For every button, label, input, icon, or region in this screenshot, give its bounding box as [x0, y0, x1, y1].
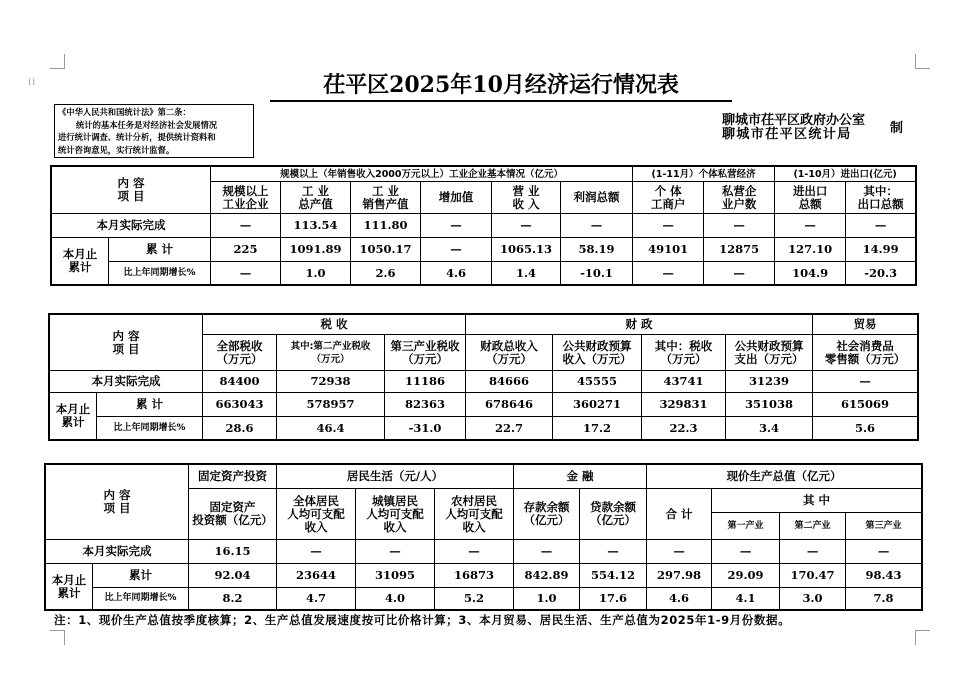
value-cell: 1.0 [514, 588, 580, 610]
column-header-line: 零售额（万元） [824, 351, 906, 366]
column-header [211, 182, 281, 214]
cumulative-row [46, 564, 922, 588]
column-header-line: 农村居民 [451, 493, 498, 508]
group-header-trade: (1-10月）进出口(亿元) [775, 167, 916, 182]
column-header-line: 其中： [863, 183, 898, 198]
value-cell: 46.4 [277, 417, 385, 440]
row-label-cumulative: 累 计 [97, 393, 203, 417]
value-cell: 31095 [356, 564, 435, 588]
investment-living-gdp-table [45, 464, 922, 610]
group-header-private: (1-11月）个体私营经济 [633, 167, 775, 182]
value-cell: 4.0 [356, 588, 435, 610]
column-header-line: 营 业 [512, 183, 540, 198]
row-label-cumulative: 累计 [93, 564, 189, 588]
law-note-line: 统计咨询意见，实行统计监督。 [58, 144, 175, 155]
value-cell: 5.6 [813, 417, 918, 440]
tax-finance-table [49, 314, 918, 440]
value-cell: — [633, 262, 704, 285]
column-header-line: 公共财政预算 [734, 338, 804, 353]
value-cell: — [633, 214, 704, 238]
column-header-line: 贷款余额 [590, 500, 637, 514]
column-header [435, 489, 514, 540]
footnote: 注：1、现价生产总值按季度核算；2、生产总值发展速度按可比价格计算；3、本月贸易、居民生活、生产总值为2025年1-9月份数据。 [54, 613, 791, 627]
item-header-line-1: 内 容 [103, 488, 131, 502]
item-header-cell [46, 465, 189, 540]
value-cell: 225 [211, 238, 281, 262]
column-header [421, 182, 492, 214]
value-cell: 43741 [642, 371, 726, 393]
column-header-line: （万元） [402, 351, 449, 366]
value-cell: 23644 [277, 564, 356, 588]
value-cell: — [647, 540, 712, 564]
value-cell: 12875 [704, 238, 775, 262]
column-header-line: 人均可支配 [366, 506, 424, 521]
column-header-line: 增加值 [438, 190, 474, 204]
row-label-growth: 比上年同期增长% [109, 262, 211, 285]
value-cell: 554.12 [580, 564, 647, 588]
column-header-line: 工 业 [372, 183, 400, 198]
column-header [466, 335, 553, 371]
issuer-suffix: 制 [890, 121, 904, 136]
column-header-line: （万元） [660, 351, 707, 366]
value-cell: 4.6 [421, 262, 492, 285]
law-note-line: 进行统计调查、统计分析，提供统计资料和 [58, 132, 216, 142]
month-row [46, 540, 922, 564]
column-header-line: 销售产值 [362, 196, 409, 211]
column-header-line: （万元） [486, 351, 533, 366]
value-cell: 11186 [385, 371, 466, 393]
column-header-line: 人均可支配 [287, 506, 345, 521]
group-header-industry: 规模以上（年销售收入2000万元以上）工业企业基本情况（亿元） [211, 167, 633, 182]
column-header-line: 收入 [304, 519, 328, 534]
growth-row [52, 262, 916, 285]
group-header-investment: 固定资产投资 [189, 465, 277, 489]
value-cell: 360271 [553, 393, 642, 417]
group-header-gdp: 现价生产总值（亿元） [647, 465, 922, 489]
crop-mark-bottom-left [50, 630, 65, 645]
column-header [846, 182, 916, 214]
row-label-month: 本月实际完成 [50, 371, 203, 393]
item-header-line-1: 内 容 [117, 176, 145, 190]
column-header-line: 城镇居民 [372, 493, 419, 508]
value-cell: 2.6 [351, 262, 421, 285]
column-header [277, 335, 385, 371]
group-header-trade: 贸易 [813, 315, 918, 335]
column-header [642, 335, 726, 371]
value-cell: — [356, 540, 435, 564]
column-header [277, 489, 356, 540]
group-header-finance: 财 政 [466, 315, 813, 335]
value-cell: 28.6 [203, 417, 277, 440]
issuer-line-1: 聊城市茌平区政府办公室 [722, 113, 866, 128]
group-header-finance: 金 融 [514, 465, 647, 489]
value-cell: 72938 [277, 371, 385, 393]
column-header-line: 人均可支配 [445, 506, 503, 521]
item-header-line-2: 项 目 [103, 501, 131, 515]
item-header-cell [52, 167, 211, 214]
column-header-line: 收 入 [512, 196, 540, 211]
item-header-line-1: 内 容 [112, 328, 140, 343]
column-header [189, 489, 277, 540]
column-header-line: 业户数 [721, 196, 757, 211]
column-header-line: （万元） [311, 353, 350, 365]
value-cell: 297.98 [647, 564, 712, 588]
column-header-line: 支出（万元） [734, 351, 804, 366]
column-header [203, 335, 277, 371]
value-cell: — [211, 262, 281, 285]
value-cell: 4.6 [647, 588, 712, 610]
group-header-living: 居民生活（元/人） [277, 465, 514, 489]
row-group-cumulative [50, 393, 97, 440]
column-header-line: 财政总收入 [480, 338, 538, 353]
value-cell: 3.4 [726, 417, 813, 440]
value-cell: 98.43 [846, 564, 922, 588]
column-header-line: 总额 [798, 196, 822, 211]
value-cell: 22.3 [642, 417, 726, 440]
column-header-line: 全体居民 [293, 493, 340, 508]
group-header-tax: 税 收 [203, 315, 466, 335]
value-cell: 1.0 [281, 262, 351, 285]
row-group-line: 本月止 [51, 572, 87, 587]
value-cell: 17.6 [580, 588, 647, 610]
row-group-line: 本月止 [55, 402, 91, 416]
column-header-line: 收入 [383, 519, 407, 534]
column-header [813, 335, 918, 371]
column-header-line: 规模以上 [222, 183, 269, 198]
column-header-line: 第三产业税收 [390, 338, 460, 353]
value-cell: 29.09 [712, 564, 780, 588]
value-cell: 7.8 [846, 588, 922, 610]
row-label-month: 本月实际完成 [52, 214, 211, 238]
item-header-line-2: 项 目 [117, 189, 145, 203]
value-cell: — [704, 262, 775, 285]
column-header [351, 182, 421, 214]
column-header [704, 182, 775, 214]
value-cell: 170.47 [780, 564, 846, 588]
law-note-line: 统计的基本任务是对经济社会发展情况 [76, 119, 218, 130]
column-header-line: 合 计 [665, 506, 693, 521]
column-header-line: 公共财政预算 [562, 338, 632, 353]
column-header-line: 工商户 [650, 196, 686, 211]
value-cell: 113.54 [281, 214, 351, 238]
row-label-cumulative: 累 计 [109, 238, 211, 262]
column-header [492, 182, 561, 214]
column-header-line: 投资额（亿元） [192, 513, 273, 527]
column-header-line: 存款余额 [523, 500, 570, 514]
value-cell: 22.7 [466, 417, 553, 440]
crop-mark-bottom-right [915, 630, 930, 645]
column-header-line: 收入（万元） [562, 351, 632, 366]
value-cell: 49101 [633, 238, 704, 262]
column-header [553, 335, 642, 371]
crop-mark-top-left [50, 54, 65, 69]
value-cell: — [492, 214, 561, 238]
value-cell: 127.10 [775, 238, 846, 262]
column-header-line: 社会消费品 [836, 338, 894, 353]
column-header [385, 335, 466, 371]
value-cell: — [712, 540, 780, 564]
value-cell: — [704, 214, 775, 238]
column-header-line: 出口总额 [857, 196, 904, 211]
column-header [647, 489, 712, 540]
row-label-growth: 比上年同期增长% [97, 417, 203, 440]
column-header [726, 335, 813, 371]
value-cell: 1091.89 [281, 238, 351, 262]
column-header [514, 489, 580, 540]
column-header-line: （亿元） [590, 513, 637, 527]
value-cell: 842.89 [514, 564, 580, 588]
column-header-line: 进出口 [792, 183, 828, 198]
value-cell: 58.19 [561, 238, 633, 262]
column-header: 第二产业 [780, 513, 846, 540]
value-cell: — [780, 540, 846, 564]
value-cell: -20.3 [846, 262, 916, 285]
value-cell: — [514, 540, 580, 564]
row-group-line: 累计 [68, 260, 92, 274]
value-cell: 1065.13 [492, 238, 561, 262]
value-cell: 14.99 [846, 238, 916, 262]
row-group-line: 本月止 [62, 247, 98, 261]
value-cell: 16.15 [189, 540, 277, 564]
value-cell: 678646 [466, 393, 553, 417]
growth-row [50, 417, 918, 440]
column-header-line: 工业企业 [222, 196, 269, 211]
value-cell: 3.0 [780, 588, 846, 610]
value-cell: 4.1 [712, 588, 780, 610]
value-cell: 578957 [277, 393, 385, 417]
value-cell: 663043 [203, 393, 277, 417]
cumulative-row [50, 393, 918, 417]
value-cell: — [813, 371, 918, 393]
item-header-line-2: 项 目 [112, 341, 140, 356]
statistics-law-note [54, 104, 254, 158]
value-cell: 4.7 [277, 588, 356, 610]
value-cell: 17.2 [553, 417, 642, 440]
value-cell: — [846, 214, 916, 238]
value-cell: — [435, 540, 514, 564]
column-header-line: 工 业 [302, 183, 330, 198]
column-header [775, 182, 846, 214]
value-cell: 1050.17 [351, 238, 421, 262]
column-header-line: 总产值 [298, 196, 333, 211]
value-cell: 1.4 [492, 262, 561, 285]
value-cell: 351038 [726, 393, 813, 417]
value-cell: 45555 [553, 371, 642, 393]
column-header-line: 全部税收 [216, 338, 263, 353]
column-header [580, 489, 647, 540]
value-cell: — [421, 214, 492, 238]
value-cell: 92.04 [189, 564, 277, 588]
column-header-line: 其中:第二产业税收 [290, 340, 371, 352]
value-cell: 82363 [385, 393, 466, 417]
issuer-line-2: 聊城市茌平区统计局 [722, 127, 852, 142]
column-header-line: （万元） [216, 351, 263, 366]
row-group-cumulative [52, 238, 109, 285]
value-cell: — [775, 214, 846, 238]
cumulative-row [52, 238, 916, 262]
column-header-line: 利润总额 [573, 190, 620, 204]
column-header-line: 其中：税收 [654, 338, 713, 353]
value-cell: 111.80 [351, 214, 421, 238]
page-title: 茌平区2025年10月经济运行情况表 [270, 70, 732, 102]
column-header-line: （亿元） [523, 513, 570, 527]
value-cell: -31.0 [385, 417, 466, 440]
value-cell: 8.2 [189, 588, 277, 610]
value-cell: 5.2 [435, 588, 514, 610]
value-cell: 84666 [466, 371, 553, 393]
column-header-line: 私营企 [721, 183, 757, 198]
growth-row [46, 588, 922, 610]
column-header: 第三产业 [846, 513, 922, 540]
month-row [52, 214, 916, 238]
column-header [356, 489, 435, 540]
value-cell: — [561, 214, 633, 238]
group-header-gdp-sub: 其 中 [712, 489, 922, 513]
column-header-line: 收入 [462, 519, 486, 534]
value-cell: -10.1 [561, 262, 633, 285]
crop-mark-top-right [915, 54, 930, 69]
value-cell: 84400 [203, 371, 277, 393]
value-cell: 104.9 [775, 262, 846, 285]
value-cell: — [211, 214, 281, 238]
column-header-line: 个 体 [654, 183, 682, 198]
law-note-line: 《中华人民共和国统计法》第二条： [58, 107, 191, 117]
column-header [633, 182, 704, 214]
row-label-growth: 比上年同期增长% [93, 588, 189, 610]
value-cell: 329831 [642, 393, 726, 417]
column-header-line: 固定资产 [209, 500, 256, 514]
value-cell: 31239 [726, 371, 813, 393]
table-move-handle-icon[interactable]: ⁞⁞ [28, 77, 37, 88]
item-header-cell [50, 315, 203, 371]
column-header [561, 182, 633, 214]
column-header [281, 182, 351, 214]
row-group-line: 累计 [61, 415, 85, 429]
value-cell: 615069 [813, 393, 918, 417]
row-group-line: 累计 [57, 585, 81, 600]
row-label-month: 本月实际完成 [46, 540, 189, 564]
value-cell: — [580, 540, 647, 564]
value-cell: — [421, 238, 492, 262]
row-group-cumulative [46, 564, 93, 610]
industry-table [51, 166, 916, 285]
issuer-block [722, 113, 904, 142]
column-header: 第一产业 [712, 513, 780, 540]
value-cell: 16873 [435, 564, 514, 588]
value-cell: — [846, 540, 922, 564]
month-row [50, 371, 918, 393]
value-cell: — [277, 540, 356, 564]
